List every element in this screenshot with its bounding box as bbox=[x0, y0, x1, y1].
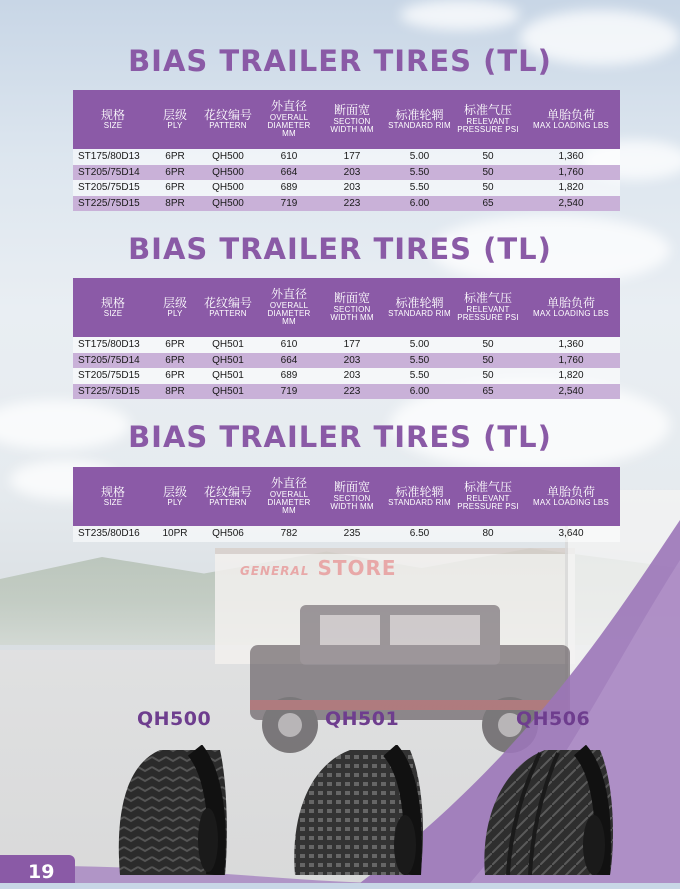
table-cell: QH500 bbox=[212, 197, 244, 209]
header-max-loading: 单胎负荷 MAX LOADING LBS bbox=[533, 484, 609, 508]
table-cell: 610 bbox=[280, 151, 298, 163]
header-relevant-pressure: 标准气压 RELEVANT PRESSURE PSI bbox=[457, 291, 519, 323]
table-cell: 719 bbox=[280, 385, 298, 397]
table-cell: 6PR bbox=[165, 370, 185, 382]
table-cell: 50 bbox=[482, 354, 494, 366]
header-section-width: 断面宽 SECTION WIDTH MM bbox=[330, 291, 374, 323]
table-cell: 689 bbox=[280, 370, 298, 382]
tire-label-qh506: QH506 bbox=[516, 708, 591, 730]
table-cell: 50 bbox=[482, 339, 494, 351]
table-cell: QH500 bbox=[212, 151, 244, 163]
header-overall-diameter: 外直径 OVERALL DIAMETER MM bbox=[267, 287, 311, 327]
table-cell: 1,760 bbox=[558, 354, 584, 366]
table-cell: 2,540 bbox=[558, 385, 584, 397]
table-row bbox=[73, 526, 620, 542]
section-title-qh500: BIAS TRAILER TIRES (TL) bbox=[128, 44, 552, 78]
table-cell: 5.00 bbox=[409, 339, 430, 351]
table-cell: 65 bbox=[482, 197, 494, 209]
header-pattern: 花纹编号 PATTERN bbox=[203, 295, 252, 319]
table-cell: 80 bbox=[482, 528, 494, 540]
table-row bbox=[73, 368, 620, 384]
table-header-row bbox=[73, 90, 620, 149]
table-cell: 6PR bbox=[165, 166, 185, 178]
table-cell: 782 bbox=[280, 528, 298, 540]
table-cell: 50 bbox=[482, 182, 494, 194]
header-size: 规格 SIZE bbox=[100, 295, 125, 319]
tire-tread-icon bbox=[480, 745, 620, 875]
table-cell: 177 bbox=[343, 339, 361, 351]
header-section-width: 断面宽 SECTION WIDTH MM bbox=[330, 103, 374, 135]
table-cell: 5.50 bbox=[409, 166, 430, 178]
table-cell: 1,360 bbox=[558, 339, 584, 351]
table-row bbox=[73, 353, 620, 369]
table-cell: 664 bbox=[280, 354, 298, 366]
table-cell: 223 bbox=[343, 197, 361, 209]
table-cell: 203 bbox=[343, 354, 361, 366]
section-title-qh506: BIAS TRAILER TIRES (TL) bbox=[128, 420, 552, 454]
table-cell: 5.50 bbox=[409, 182, 430, 194]
table-cell: 2,540 bbox=[558, 197, 584, 209]
table-cell: 5.00 bbox=[409, 151, 430, 163]
tire-tread-icon bbox=[290, 745, 430, 875]
table-cell: 689 bbox=[280, 182, 298, 194]
table-row bbox=[73, 165, 620, 181]
table-row bbox=[73, 196, 620, 212]
table-cell: 50 bbox=[482, 151, 494, 163]
page-number: 19 bbox=[0, 855, 75, 883]
store-sign-main: STORE bbox=[317, 556, 397, 580]
table-cell: 1,820 bbox=[558, 370, 584, 382]
table-cell: QH501 bbox=[212, 370, 244, 382]
table-cell: 203 bbox=[343, 182, 361, 194]
table-cell: 203 bbox=[343, 166, 361, 178]
header-max-loading: 单胎负荷 MAX LOADING LBS bbox=[533, 295, 609, 319]
table-cell: 1,360 bbox=[558, 151, 584, 163]
table-cell: QH500 bbox=[212, 166, 244, 178]
table-cell: 610 bbox=[280, 339, 298, 351]
table-cell: ST235/80D16 bbox=[78, 528, 140, 540]
table-cell: 6PR bbox=[165, 151, 185, 163]
header-overall-diameter: 外直径 OVERALL DIAMETER MM bbox=[267, 476, 311, 516]
table-cell: 6.00 bbox=[409, 385, 430, 397]
table-row bbox=[73, 180, 620, 196]
tire-tread-icon bbox=[110, 745, 230, 875]
header-standard-rim: 标准轮辋 STANDARD RIM bbox=[388, 295, 451, 319]
table-cell: 5.50 bbox=[409, 354, 430, 366]
header-relevant-pressure: 标准气压 RELEVANT PRESSURE PSI bbox=[457, 480, 519, 512]
table-cell: 50 bbox=[482, 370, 494, 382]
table-cell: ST205/75D15 bbox=[78, 182, 140, 194]
table-cell: 5.50 bbox=[409, 370, 430, 382]
table-cell: 177 bbox=[343, 151, 361, 163]
table-cell: 3,640 bbox=[558, 528, 584, 540]
table-row bbox=[73, 149, 620, 165]
table-cell: 6PR bbox=[165, 339, 185, 351]
table-cell: 1,760 bbox=[558, 166, 584, 178]
store-sign-prefix: GENERAL bbox=[240, 564, 310, 578]
table-cell: 235 bbox=[343, 528, 361, 540]
table-cell: 6PR bbox=[165, 182, 185, 194]
header-ply: 层级 PLY bbox=[162, 107, 187, 131]
table-cell: 203 bbox=[343, 370, 361, 382]
table-cell: ST205/75D14 bbox=[78, 166, 140, 178]
tire-label-qh501: QH501 bbox=[325, 708, 400, 730]
table-cell: ST175/80D13 bbox=[78, 151, 140, 163]
table-row bbox=[73, 337, 620, 353]
header-relevant-pressure: 标准气压 RELEVANT PRESSURE PSI bbox=[457, 103, 519, 135]
header-standard-rim: 标准轮辋 STANDARD RIM bbox=[388, 107, 451, 131]
spec-table-qh506 bbox=[73, 467, 620, 542]
table-cell: ST175/80D13 bbox=[78, 339, 140, 351]
header-section-width: 断面宽 SECTION WIDTH MM bbox=[330, 480, 374, 512]
header-size: 规格 SIZE bbox=[100, 484, 125, 508]
table-cell: 223 bbox=[343, 385, 361, 397]
spec-table-qh500 bbox=[73, 90, 620, 211]
spec-table-qh501 bbox=[73, 278, 620, 399]
header-ply: 层级 PLY bbox=[162, 295, 187, 319]
header-pattern: 花纹编号 PATTERN bbox=[203, 484, 252, 508]
table-cell: 6.50 bbox=[409, 528, 430, 540]
table-cell: ST225/75D15 bbox=[78, 197, 140, 209]
header-size: 规格 SIZE bbox=[100, 107, 125, 131]
table-cell: QH506 bbox=[212, 528, 244, 540]
header-ply: 层级 PLY bbox=[162, 484, 187, 508]
table-row bbox=[73, 384, 620, 400]
table-cell: 664 bbox=[280, 166, 298, 178]
table-cell: 8PR bbox=[165, 197, 185, 209]
table-cell: QH501 bbox=[212, 354, 244, 366]
table-cell: QH501 bbox=[212, 385, 244, 397]
header-standard-rim: 标准轮辋 STANDARD RIM bbox=[388, 484, 451, 508]
table-header-row bbox=[73, 467, 620, 526]
table-cell: QH500 bbox=[212, 182, 244, 194]
table-cell: ST205/75D15 bbox=[78, 370, 140, 382]
table-cell: ST225/75D15 bbox=[78, 385, 140, 397]
table-cell: 50 bbox=[482, 166, 494, 178]
tire-label-qh500: QH500 bbox=[137, 708, 212, 730]
table-cell: 8PR bbox=[165, 385, 185, 397]
table-cell: 1,820 bbox=[558, 182, 584, 194]
header-overall-diameter: 外直径 OVERALL DIAMETER MM bbox=[267, 99, 311, 139]
section-title-qh501: BIAS TRAILER TIRES (TL) bbox=[128, 232, 552, 266]
table-cell: 65 bbox=[482, 385, 494, 397]
header-max-loading: 单胎负荷 MAX LOADING LBS bbox=[533, 107, 609, 131]
table-cell: 10PR bbox=[162, 528, 188, 540]
table-cell: 719 bbox=[280, 197, 298, 209]
table-cell: ST205/75D14 bbox=[78, 354, 140, 366]
table-cell: QH501 bbox=[212, 339, 244, 351]
table-header-row bbox=[73, 278, 620, 337]
table-cell: 6.00 bbox=[409, 197, 430, 209]
header-pattern: 花纹编号 PATTERN bbox=[203, 107, 252, 131]
table-cell: 6PR bbox=[165, 354, 185, 366]
